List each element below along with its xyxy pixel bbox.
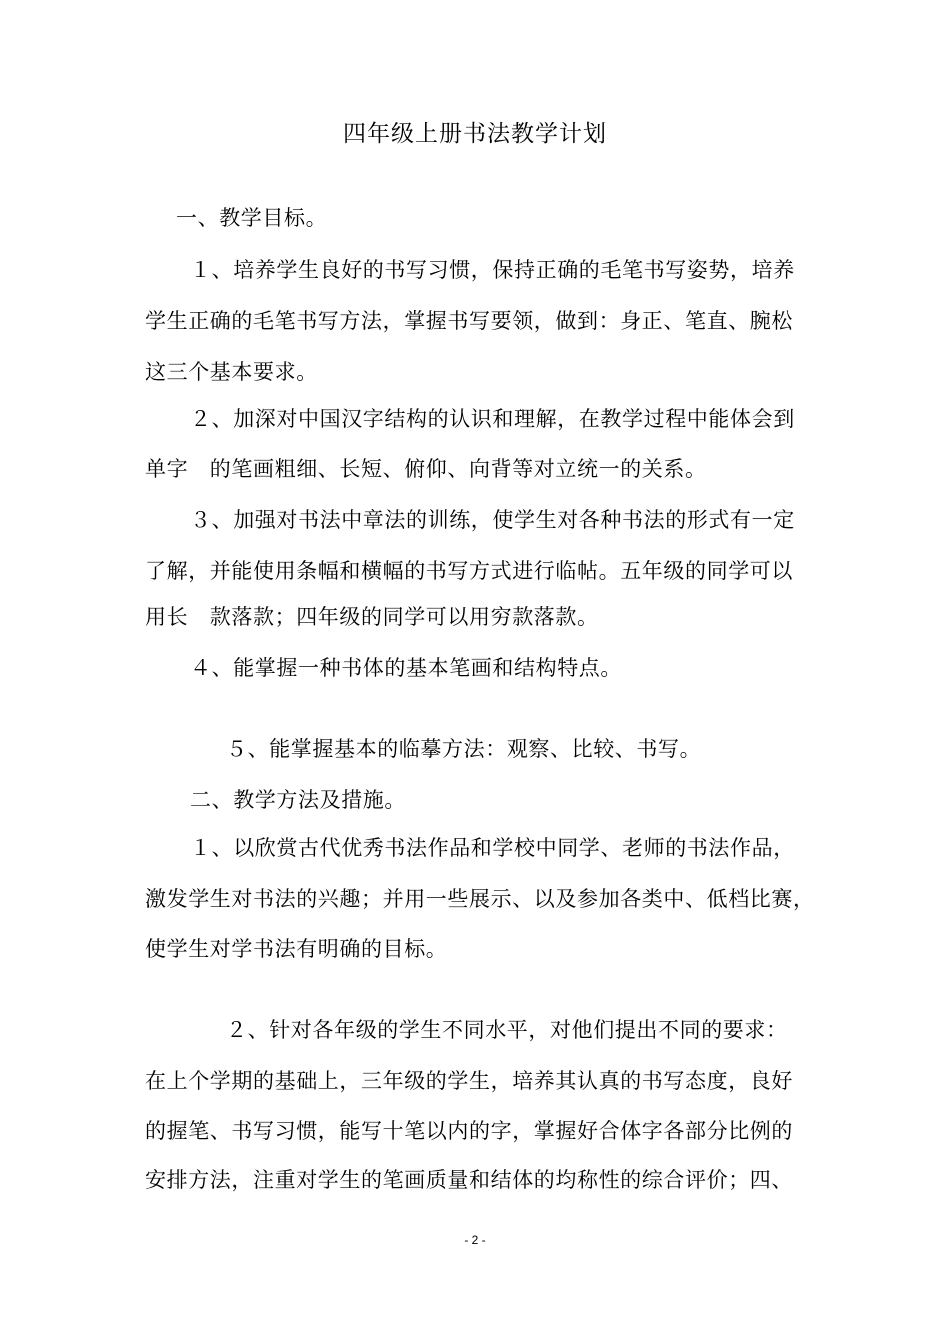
paragraph-line: 在上个学期的基础上，三年级的学生，培养其认真的书写态度，良好 (145, 1069, 793, 1093)
paragraph-line: 激发学生对书法的兴趣；并用一些展示、以及参加各类中、低档比赛， (145, 887, 815, 911)
page-title: 四年级上册书法教学计划 (343, 121, 607, 147)
paragraph-line: １、以欣赏古代优秀书法作品和学校中同学、老师的书法作品， (190, 836, 795, 860)
paragraph-line: １、培养学生良好的书写习惯，保持正确的毛笔书写姿势，培养 (190, 258, 795, 282)
paragraph-line: 安排方法，注重对学生的笔画质量和结体的均称性的综合评价；四、 (145, 1168, 793, 1192)
paragraph-line: ２、针对各年级的学生不同水平，对他们提出不同的要求： (226, 1018, 788, 1042)
paragraph-line: 了解，并能使用条幅和横幅的书写方式进行临帖。五年级的同学可以 (145, 559, 793, 583)
paragraph-line: ５、能掌握基本的临摹方法：观察、比较、书写。 (226, 737, 702, 761)
paragraph-line: 的握笔、书写习惯，能写十笔以内的字，掌握好合体字各部分比例的 (145, 1119, 793, 1143)
paragraph-line: ２、加深对中国汉字结构的认识和理解，在教学过程中能体会到 (190, 407, 795, 431)
paragraph-line: ３、加强对书法中章法的训练，使学生对各种书法的形式有一定 (190, 508, 795, 532)
paragraph-line: 用长 款落款；四年级的同学可以用穷款落款。 (145, 605, 599, 629)
paragraph-line: 单字 的笔画粗细、长短、俯仰、向背等对立统一的关系。 (145, 457, 707, 481)
section-heading-methods: 二、教学方法及措施。 (190, 788, 406, 812)
paragraph-line: 使学生对学书法有明确的目标。 (145, 937, 448, 961)
paragraph-line: 学生正确的毛笔书写方法，掌握书写要领，做到：身正、笔直、腕松 (145, 309, 793, 333)
page-number: - 2 - (464, 1233, 486, 1247)
paragraph-line: ４、能掌握一种书体的基本笔画和结构特点。 (190, 656, 622, 680)
paragraph-line: 这三个基本要求。 (145, 360, 318, 384)
section-heading-goals: 一、教学目标。 (176, 206, 328, 230)
